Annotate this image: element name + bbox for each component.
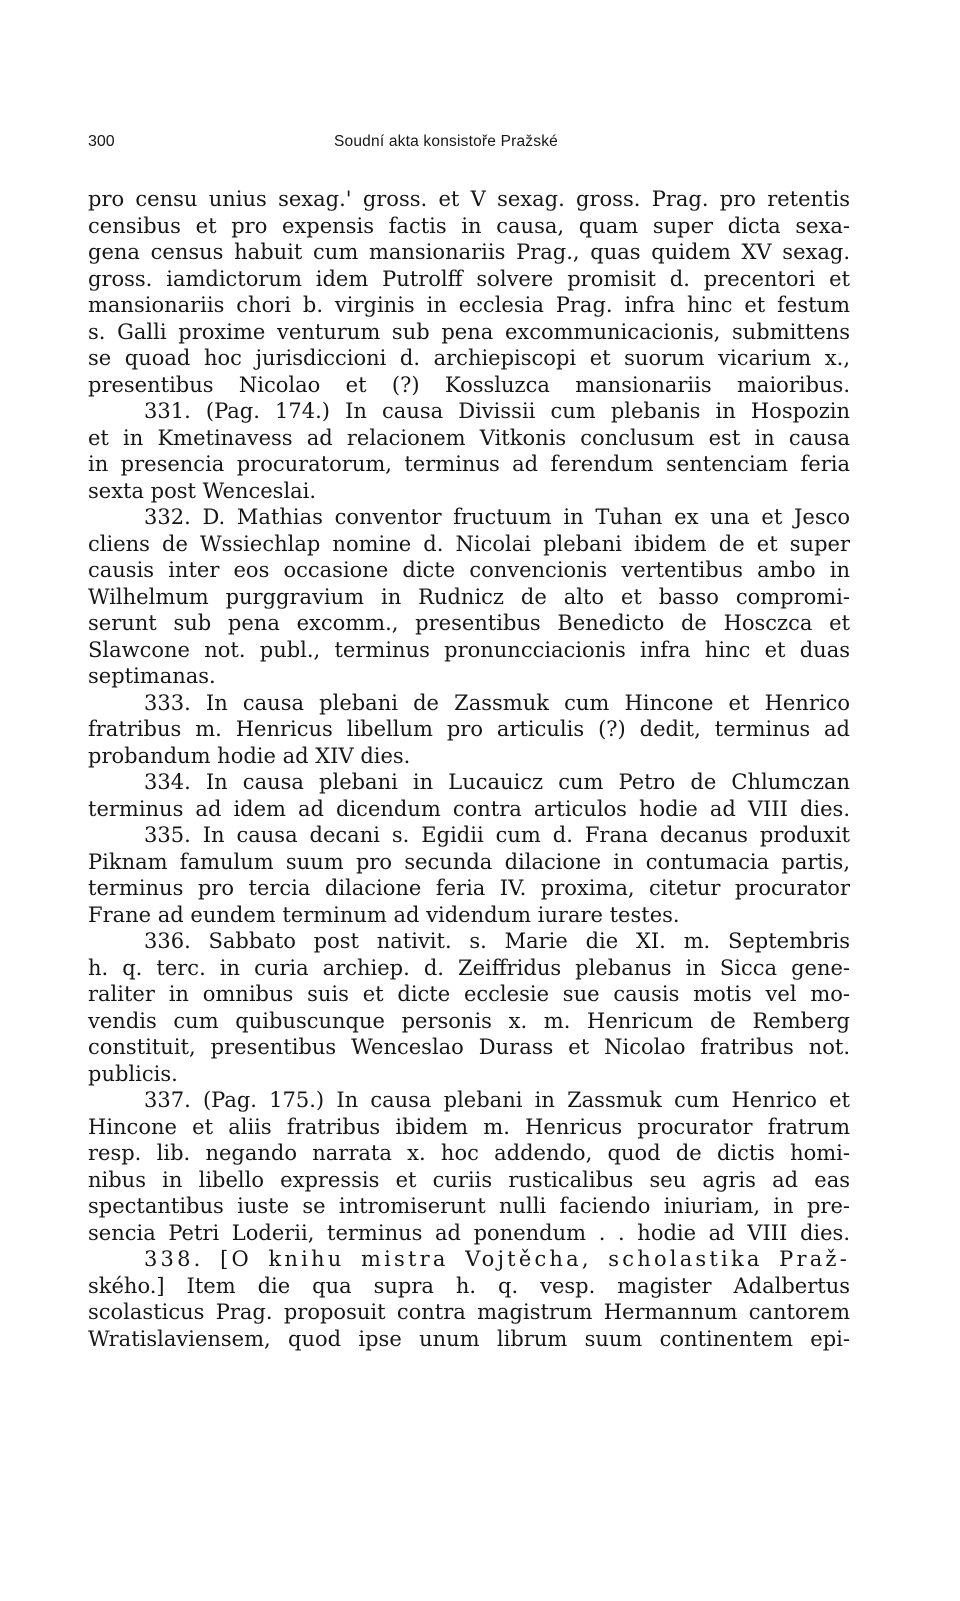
text-line: Slawcone not. publ., terminus pronuncciacionis infra hinc et duas	[88, 637, 850, 662]
entry-336-start: 336. Sabbato post nativit. s. Marie die XI. m. Septembris	[144, 929, 850, 953]
entry-338-start: 338. [O knihu mistra Vojtěcha, scholastika Praž-	[144, 1247, 850, 1271]
text-line: resp. lib. negando narrata x. hoc addendo, quod de dictis homi-	[88, 1141, 850, 1165]
text-line: septimanas.	[88, 664, 216, 688]
text-line: gena census habuit cum mansionariis Prag., quas quidem XV sexag.	[88, 240, 850, 264]
entry-337-start: 337. (Pag. 175.) In causa plebani in Zassmuk cum Henrico et	[144, 1088, 850, 1112]
entry-334-start: 334. In causa plebani in Lucauicz cum Petro de Chlumczan	[144, 770, 850, 794]
text-line: pro censu unius sexag.' gross. et V sexag. gross. Prag. pro retentis	[88, 187, 850, 211]
text-line: Hincone et aliis fratribus ibidem m. Henricus procurator fratrum	[88, 1114, 850, 1139]
text-line: vendis cum quibuscunque personis x. m. Henricum de Remberg	[88, 1008, 850, 1033]
text-line: sexta post Wenceslai.	[88, 478, 317, 503]
text-line: constituit, presentibus Wenceslao Durass et Nicolao fratribus not.	[88, 1035, 850, 1059]
text-line: cliens de Wssiechlap nomine d. Nicolai plebani ibidem de et super	[88, 531, 850, 556]
text-line: spectantibus iuste se intromiserunt nulli faciendo iniuriam, in pre-	[88, 1194, 850, 1218]
text-line: terminus ad idem ad dicendum contra articulos hodie ad VIII dies.	[88, 796, 850, 821]
entry-333-start: 333. In causa plebani de Zassmuk cum Hincone et Henrico	[144, 690, 850, 715]
text-line: censibus et pro expensis factis in causa, quam super dicta sexa-	[88, 213, 850, 238]
text-line: probandum hodie ad XIV dies.	[88, 743, 411, 768]
text-line: causis inter eos occasione dicte convencionis vertentibus ambo in	[88, 558, 850, 582]
text-line: serunt sub pena excomm., presentibus Benedicto de Hosczca et	[88, 611, 850, 635]
text-line: presentibus Nicolao et (?) Kossluzca mansionariis maioribus.	[88, 372, 850, 397]
text-line: et in Kmetinavess ad relacionem Vitkonis conclusum est in causa	[88, 425, 850, 450]
text-line: ského.] Item die qua supra h. q. vesp. magister Adalbertus	[88, 1273, 850, 1298]
running-title: Soudní akta konsistoře Pražské	[334, 133, 558, 150]
text-line: in presencia procuratorum, terminus ad ferendum sentenciam feria	[88, 452, 850, 476]
text-line: fratribus m. Henricus libellum pro articulis (?) dedit, terminus ad	[88, 717, 850, 741]
text-line: s. Galli proxime venturum sub pena excommunicacionis, submittens	[88, 319, 850, 344]
text-line: mansionariis chori b. virginis in ecclesia Prag. infra hinc et festum	[88, 293, 850, 317]
text-line: terminus pro tercia dilacione feria IV. proxima, citetur procurator	[88, 876, 850, 900]
text-line: Frane ad eundem terminum ad videndum iurare testes.	[88, 902, 680, 927]
text-line: sencia Petri Loderii, terminus ad ponendum . . hodie ad VIII dies.	[88, 1220, 850, 1245]
text-line: Wilhelmum purggravium in Rudnicz de alto et basso compromi-	[88, 584, 850, 609]
text-line: h. q. terc. in curia archiep. d. Zeiffridus plebanus in Sicca gene-	[88, 955, 850, 980]
entry-335-start: 335. In causa decani s. Egidii cum d. Frana decanus produxit	[144, 823, 850, 847]
text-line: Wratislaviensem, quod ipse unum librum suum continentem epi-	[88, 1326, 850, 1351]
text-line: raliter in omnibus suis et dicte ecclesie sue causis motis vel mo-	[88, 982, 850, 1006]
text-line: publicis.	[88, 1061, 178, 1086]
text-line: Piknam famulum suum pro secunda dilacione in contumacia partis,	[88, 849, 850, 874]
page-header	[88, 133, 850, 155]
entry-332-start: 332. D. Mathias conventor fructuum in Tuhan ex una et Jesco	[144, 505, 850, 529]
body-text	[88, 186, 850, 1352]
text-line: se quoad hoc jurisdiccioni d. archiepiscopi et suorum vicarium x.,	[88, 346, 850, 370]
page-number: 300	[88, 133, 115, 150]
text-line: nibus in libello expressis et curiis rusticalibus seu agris ad eas	[88, 1167, 850, 1192]
entry-331-start: 331. (Pag. 174.) In causa Divissii cum plebanis in Hospozin	[144, 399, 850, 423]
text-line: scolasticus Prag. proposuit contra magistrum Hermannum cantorem	[88, 1300, 850, 1324]
text-line: gross. iamdictorum idem Putrolff solvere promisit d. precentori et	[88, 266, 850, 291]
